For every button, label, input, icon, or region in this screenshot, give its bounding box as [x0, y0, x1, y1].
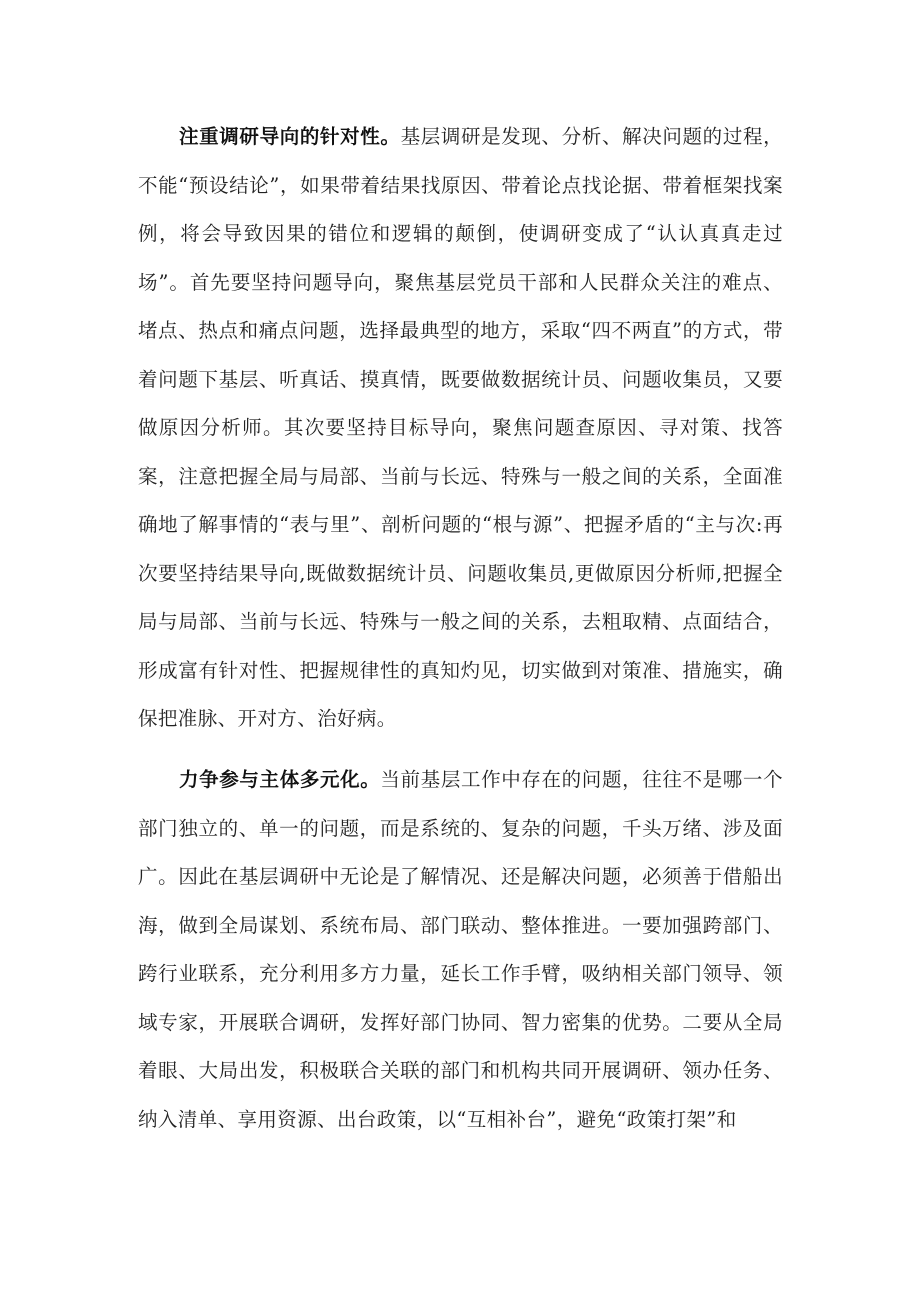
- paragraph-targeting: [138, 113, 783, 744]
- paragraph-heading: 力争参与主体多元化。: [179, 768, 381, 791]
- paragraph-body: 当前基层工作中存在的问题，往往不是哪一个部门独立的、单一的问题，而是系统的、复杂的问题，千头万绪、涉及面广。因此在基层调研中无论是了解情况、还是解决问题，必须善于借船出海，做到全局谋划、系统布局、部门联动、整体推进。一要加强跨部门、跨行业联系，充分利用多方力量，延长工作手臂，吸纳相关部门领导、领域专家，开展联合调研，发挥好部门协同、智力密集的优势。二要从全局着眼、大局出发，积极联合关联的部门和机构共同开展调研、领办任务、纳入清单、享用资源、出台政策，以“互相补台”，避免“政策打架”和: [138, 768, 783, 1131]
- paragraph-diversification: [138, 756, 783, 1144]
- paragraph-body: 基层调研是发现、分析、解决问题的过程，不能“预设结论”，如果带着结果找原因、带着论点找论据、带着框架找案例，将会导致因果的错位和逻辑的颠倒，使调研变成了“认认真真走过场”。首先要坚持问题导向，聚焦基层党员干部和人民群众关注的难点、堵点、热点和痛点问题，选择最典型的地方，采取“四不两直”的方式，带着问题下基层、听真话、摸真情，既要做数据统计员、问题收集员，又要做原因分析师。其次要坚持目标导向，聚焦问题查原因、寻对策、找答案，注意把握全局与局部、当前与长远、特殊与一般之间的关系，全面准确地了解事情的“表与里”、剖析问题的“根与源”、把握矛盾的“主与次:再次要坚持结果导向,既做数据统计员、问题收集员,更做原因分析师,把握全局与局部、当前与长远、特殊与一般之间的关系，去粗取精、点面结合，形成富有针对性、把握规律性的真知灼见，切实做到对策准、措施实，确保把准脉、开对方、治好病。: [138, 125, 783, 730]
- paragraph-heading: 注重调研导向的针对性。: [179, 125, 401, 148]
